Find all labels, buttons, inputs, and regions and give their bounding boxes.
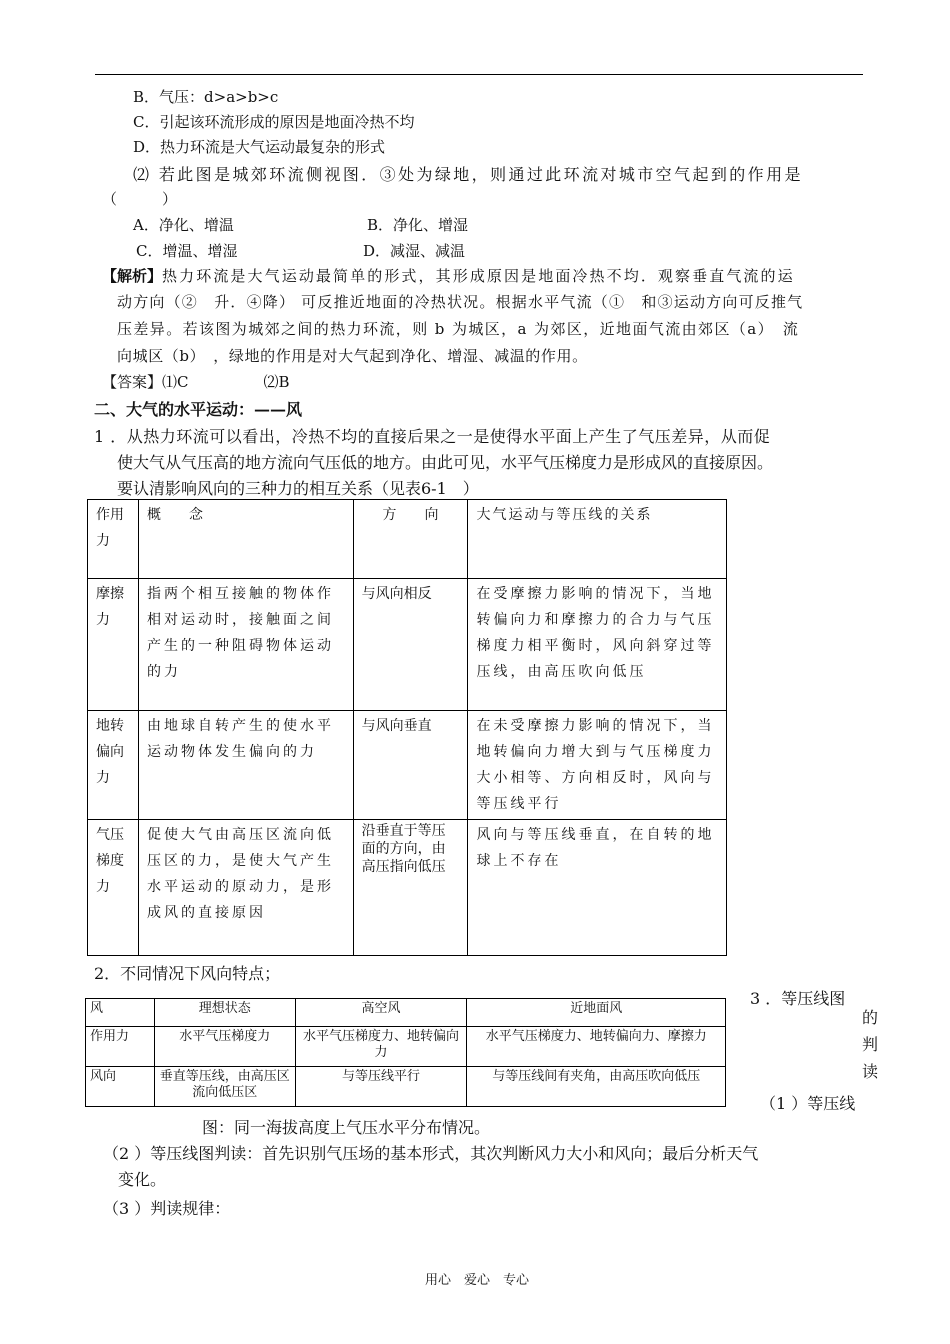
choice-a: A．净化、增温 bbox=[133, 216, 234, 234]
option-c: C．引起该环流形成的原因是地面冷热不均 bbox=[133, 113, 415, 131]
table-cell: 垂直等压线，由高压区流向低压区 bbox=[154, 1067, 295, 1107]
para-3: 图：同一海拔高度上气压水平分布情况。 bbox=[202, 1118, 491, 1137]
analysis-line-2: 动方向（② 升．④降） 可反推近地面的冷热状况。根据水平气流（① 和③运动方向可反推气 bbox=[117, 293, 804, 311]
para-5: （3 ）判读规律： bbox=[103, 1199, 231, 1218]
table-row bbox=[88, 820, 727, 956]
option-b: B．气压：d>a>b>c bbox=[133, 88, 279, 106]
table-cell: 指两个相互接触的物体作相对运动时，接触面之间产生的一种阻碍物体运动的力 bbox=[138, 579, 353, 711]
table-header-cell: 概 念 bbox=[138, 500, 353, 579]
forces-table bbox=[87, 499, 727, 956]
table-cell: 地转偏向力 bbox=[88, 711, 139, 820]
table-header-cell: 方 向 bbox=[353, 500, 468, 579]
table-row bbox=[88, 579, 727, 711]
table-cell: 由地球自转产生的使水平运动物体发生偏向的力 bbox=[138, 711, 353, 820]
table-row bbox=[86, 1067, 726, 1107]
table-header-cell: 作用力 bbox=[88, 500, 139, 579]
table-header-cell: 大气运动与等压线的关系 bbox=[468, 500, 727, 579]
para-4-line-1: （2 ）等压线图判读：首先识别气压场的基本形式，其次判断风力大小和风向；最后分析天气 bbox=[103, 1144, 759, 1163]
table-cell: 水平气压梯度力、地转偏向力、摩擦力 bbox=[467, 1027, 726, 1067]
table-cell: 在受摩擦力影响的情况下，当地转偏向力和摩擦力的合力与气压梯度力相平衡时，风向斜穿过等压线，由高压吹向低压 bbox=[468, 579, 727, 711]
table-header-cell: 风 bbox=[86, 999, 155, 1027]
table-cell: 摩擦力 bbox=[88, 579, 139, 711]
analysis-label: 【解析】 bbox=[102, 267, 163, 285]
side-text-5: （1 ）等压线 bbox=[760, 1094, 856, 1113]
analysis-line-1: 热力环流是大气运动最简单的形式，其形成原因是地面冷热不均．观察垂直气流的运 bbox=[162, 267, 795, 285]
header-rule bbox=[95, 74, 863, 75]
table-cell: 风向与等压线垂直，在自转的地球上不存在 bbox=[468, 820, 727, 956]
page-footer: 用心 爱心 专心 bbox=[425, 1273, 530, 1288]
choice-c: C．增温、增湿 bbox=[136, 242, 238, 260]
table-cell: 与等压线间有夹角，由高压吹向低压 bbox=[467, 1067, 726, 1107]
question-2-blank: （ ） bbox=[102, 190, 178, 208]
question-2: ⑵ 若此图是城郊环流侧视图．③处为绿地，则通过此环流对城市空气起到的作用是 bbox=[133, 165, 803, 184]
section-heading: 二、大气的水平运动：——风 bbox=[94, 400, 303, 419]
table-header-cell: 高空风 bbox=[295, 999, 467, 1027]
table-cell: 促使大气由高压区流向低压区的力，是使大气产生水平运动的原动力，是形成风的直接原因 bbox=[138, 820, 353, 956]
analysis-line-3: 压差异。若该图为城郊之间的热力环流，则 b 为城区，a 为郊区，近地面气流由郊区（a） 流 bbox=[117, 320, 800, 338]
analysis bbox=[102, 265, 795, 286]
choice-d: D．减湿、减温 bbox=[363, 242, 466, 260]
table-cell: 沿垂直于等压面的方向，由高压指向低压 bbox=[353, 820, 468, 956]
para-2: 2．不同情况下风向特点； bbox=[94, 964, 281, 983]
table-row bbox=[86, 999, 726, 1027]
answer-line: 【答案】⑴C ⑵B bbox=[102, 373, 290, 391]
table-cell: 风向 bbox=[86, 1067, 155, 1107]
wind-table bbox=[85, 998, 726, 1107]
table-cell: 水平气压梯度力 bbox=[154, 1027, 295, 1067]
option-d: D．热力环流是大气运动最复杂的形式 bbox=[133, 138, 386, 156]
table-cell: 水平气压梯度力、地转偏向力 bbox=[295, 1027, 467, 1067]
table-header-cell: 近地面风 bbox=[467, 999, 726, 1027]
side-text-1: 3 ．等压线图 bbox=[750, 989, 846, 1008]
table-cell: 与风向垂直 bbox=[353, 711, 468, 820]
para-1-line-2: 使大气从气压高的地方流向气压低的地方。由此可见，水平气压梯度力是形成风的直接原因。 bbox=[117, 453, 774, 472]
analysis-line-4: 向城区（b） ，绿地的作用是对大气起到净化、增湿、减温的作用。 bbox=[117, 347, 588, 365]
table-header-cell: 理想状态 bbox=[154, 999, 295, 1027]
table-cell: 与风向相反 bbox=[353, 579, 468, 711]
table-cell: 作用力 bbox=[86, 1027, 155, 1067]
table-row bbox=[86, 1027, 726, 1067]
para-4-line-2: 变化。 bbox=[118, 1170, 167, 1189]
para-1-line-3: 要认清影响风向的三种力的相互关系（见表6-1 ） bbox=[117, 479, 479, 498]
table-row bbox=[88, 500, 727, 579]
table-row bbox=[88, 711, 727, 820]
side-text-3: 判 bbox=[862, 1035, 879, 1054]
para-1-line-1: 1 ．从热力环流可以看出，冷热不均的直接后果之一是使得水平面上产生了气压差异，从而促 bbox=[94, 427, 771, 446]
table-cell: 气压梯度力 bbox=[88, 820, 139, 956]
choice-b: B．净化、增湿 bbox=[367, 216, 469, 234]
side-text-2: 的 bbox=[862, 1008, 879, 1027]
table-cell: 与等压线平行 bbox=[295, 1067, 467, 1107]
table-cell: 在未受摩擦力影响的情况下，当地转偏向力增大到与气压梯度力大小相等、方向相反时，风向与等压线平行 bbox=[468, 711, 727, 820]
side-text-4: 读 bbox=[862, 1062, 879, 1081]
